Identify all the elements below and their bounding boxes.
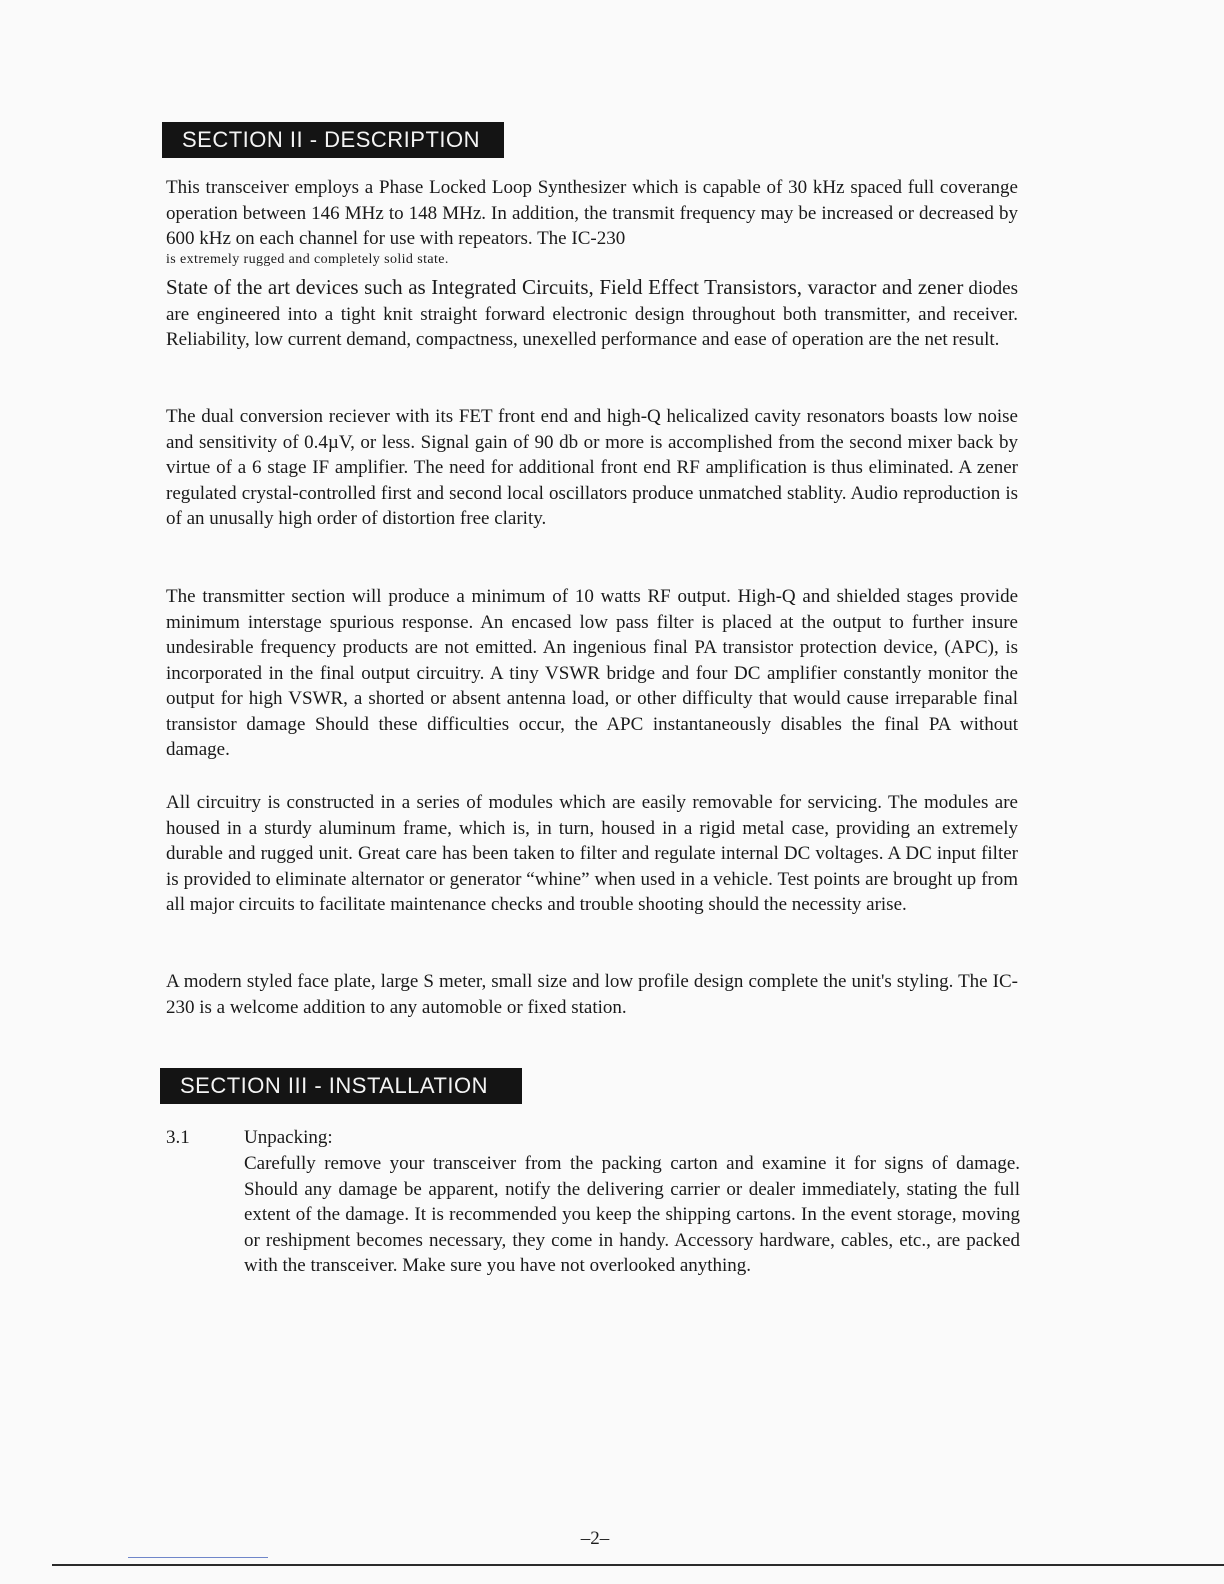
page-number: –2– [580,1528,610,1549]
footer-blue-rule [128,1557,268,1558]
description-intro-paragraph: This transceiver employs a Phase Locked Loop Synthesizer which is capable of 30 kHz spaced full coverange operation between 146 MHz to 148 MHz. In addition, the transmit frequency may be increased or decreased by 600 kHz on each channel for use with repeators. The IC-230 [166,177,1018,249]
footer-rule [52,1564,1224,1566]
item-number: 3.1 [166,1127,190,1148]
section-3-heading: SECTION III - INSTALLATION [160,1068,522,1104]
description-transmitter-paragraph: The transmitter section will produce a minimum of 10 watts RF output. High-Q and shielded stages provide minimum interstage spurious response. An encased low pass filter is placed at the output to further insure undesirable frequency products are not emitted. An ingenious final PA transistor protection device, (APC), is incorporated in the final output circuitry. A tiny VSWR bridge and four DC amplifier constantly monitor the output for high VSWR, a shorted or absent antenna load, or other difficulty that would cause irreparable final transistor damage Should these difficulties occur, the APC instantaneously disables the final PA without damage. [166,586,1018,760]
description-receiver-paragraph: The dual conversion reciever with its FET front end and high-Q helicalized cavity resonators boasts low noise and sensitivity of 0.4µV, or less. Signal gain of 90 db or more is accomplished from the second mixer back by virtue of a 6 stage IF amplifier. The need for additional front end RF amplification is thus eliminated. A zener regulated crystal-controlled first and second local oscillators produce unmatched stablity. Audio reproduction is of an unusally high order of distortion free clarity. [166,406,1018,529]
description-solid-state-line: is extremely rugged and completely solid state. [166,252,449,267]
unpacking-paragraph: Carefully remove your transceiver from the packing carton and examine it for signs of damage. Should any damage be apparent, notify the delivering carrier or dealer immediately, stating the full extent of the damage. It is recommended you keep the shipping cartons. In the event storage, moving or reshipment becomes necessary, they come in handy. Accessory hardware, cables, etc., are packed with the transceiver. Make sure you have not overlooked anything. [244,1153,1020,1276]
description-devices-paragraph [166,275,1018,353]
devices-paragraph-lead: State of the art devices such as Integrated Circuits, Field Effect Transistors, varactor and zener [166,275,964,299]
description-circuitry-paragraph: All circuitry is constructed in a series of modules which are easily removable for servicing. The modules are housed in a sturdy aluminum frame, which is, in turn, housed in a rigid metal case, providing an extremely durable and rugged unit. Great care has been taken to filter and regulate internal DC voltages. A DC input filter is provided to eliminate alternator or generator “whine” when used in a vehicle. Test points are brought up from all major circuits to facilitate maintenance checks and trouble shooting should the necessity arise. [166,792,1018,915]
devices-paragraph-body: diodes are engineered into a tight knit straight forward electronic design throughout both transmitter, and receiver. Reliability, low current demand, compactness, unexelled performance and ease of operation are the net result. [166,278,1019,350]
item-title: Unpacking: [244,1127,333,1148]
description-styling-paragraph: A modern styled face plate, large S meter, small size and low profile design complete the unit's styling. The IC-230 is a welcome addition to any automoble or fixed station. [166,971,1018,1018]
section-2-heading: SECTION II - DESCRIPTION [162,122,504,158]
